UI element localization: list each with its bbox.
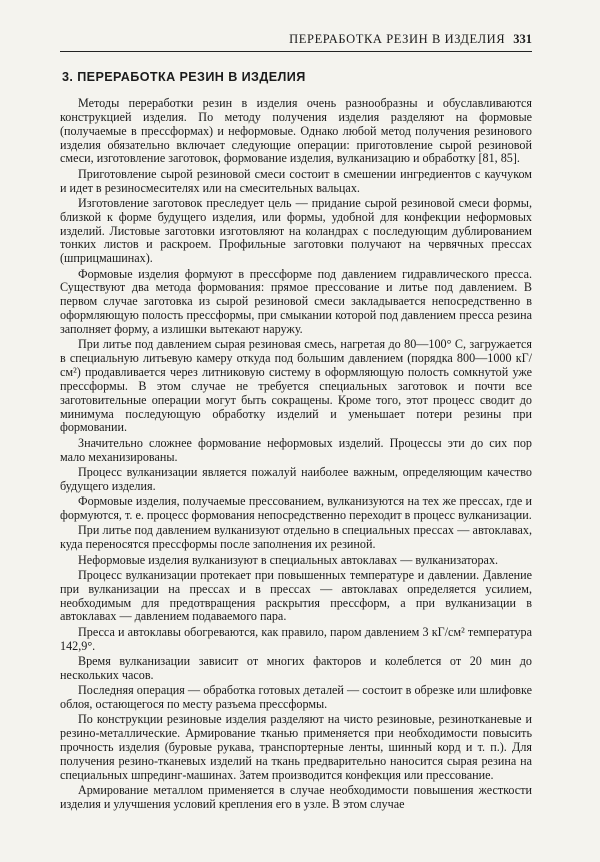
paragraph: При литье под давлением сырая резиновая смесь, нагретая до 80—100° С, загружается в специальную литьевую камеру откуда под большим давлением (порядка 800—1000 кГ/см²) продавливается через литниковую систему в оформляющую полость сомкнутой уже прессформы. В этом случае не требуется специальных заготовок и почти все заготовительные операции могут быть сокращены. Кроме того, этот процесс сводит до минимума последующую обработку изделий и уменьшает потери резины при формовании. [60,337,532,435]
paragraph: Значительно сложнее формование неформовых изделий. Процессы эти до сих пор мало механизированы. [60,435,532,464]
paragraph: Неформовые изделия вулканизуют в специальных автоклавах — вулканизаторах. [78,552,499,567]
section-heading: 3. ПЕРЕРАБОТКА РЕЗИН В ИЗДЕЛИЯ [62,70,306,84]
paragraph: При литье под давлением вулканизуют отдельно в специальных прессах — автоклавах, куда переносятся прессформы после заполнения их резиной. [60,523,532,552]
paragraph: Формовые изделия формуют в прессформе под давлением гидравлического пресса. Существуют два метода формования: прямое прессование и литье под давлением. В первом случае заготовка из сырой резиновой смеси закладывается непосредственно в оформляющую полость прессформы, при смыкании которой под давлением пресса резина заполняет форму, а излишки вытекают наружу. [60,266,532,336]
running-head-title: ПЕРЕРАБОТКА РЕЗИН В ИЗДЕЛИЯ [289,32,506,46]
header-rule [60,51,532,52]
running-head [60,32,532,48]
paragraph: Методы переработки резин в изделия очень разнообразны и обуславливаются конструкцией изделия. По методу получения изделия разделяют на формовые (получаемые в прессформах) и неформовые. Однако любой метод получения резинового изделия обязательно включает следующие операции: приготовление сырой резиновой смеси, изготовление заготовок, формование изделия, вулканизацию и обработку [81, 85]. [60,96,532,166]
paragraph: Изготовление заготовок преследует цель — придание сырой резиновой смеси формы, близкой к форме будущего изделия, или формы, удобной для конфекции неформовых изделий. Листовые заготовки изготовляют на коландрах с последующим дублированием тонких листов и раскроем. Профильные заготовки получают на червячных прессах (шприцмашинах). [60,195,532,266]
body-text [60,97,532,812]
paragraph: Процесс вулканизации является пожалуй наиболее важным, определяющим качество будущего изделия. [60,464,532,493]
paragraph: Последняя операция — обработка готовых деталей — состоит в обрезке или шлифовке облоя, остающегося по месту разъема прессформы. [60,683,532,711]
paragraph: Процесс вулканизации протекает при повышенных температуре и давлении. Давление при вулканизации на прессах и в прессах — автоклавах определяется усилием, необходимым для предотвращения раскрытия прессформ, а при вулканизации в автоклавах — давлением подаваемого пара. [60,567,532,624]
paragraph: Формовые изделия, получаемые прессованием, вулканизуются на тех же прессах, где и формуются, т. е. процесс формования непосредственно переходит в процесс вулканизации. [60,494,532,522]
paragraph: Время вулканизации зависит от многих факторов и колеблется от 20 мин до нескольких часов. [60,653,532,682]
paragraph: Приготовление сырой резиновой смеси состоит в смешении ингредиентов с каучуком и идет в резиносмесителях или на смесительных вальцах. [60,166,532,195]
page-number: 331 [513,32,532,46]
paragraph: Армирование металлом применяется в случае необходимости повышения жесткости изделия и улучшения условий крепления его в узле. В этом случае [60,783,532,811]
paragraph: По конструкции резиновые изделия разделяют на чисто резиновые, резинотканевые и резино-металлические. Армирование тканью применяется при необходимости повысить прочность изделия (буровые рукава, транспортерные ленты, шинный корд и т. п.). Для получения резино-тканевых изделий на ткань предварительно наносится сырая резина на специальных шпрединг-машинах. Затем производится конфекция или прессование. [60,712,532,782]
paragraph: Пресса и автоклавы обогреваются, как правило, паром давлением 3 кГ/см² температура 142,9°. [60,624,532,653]
